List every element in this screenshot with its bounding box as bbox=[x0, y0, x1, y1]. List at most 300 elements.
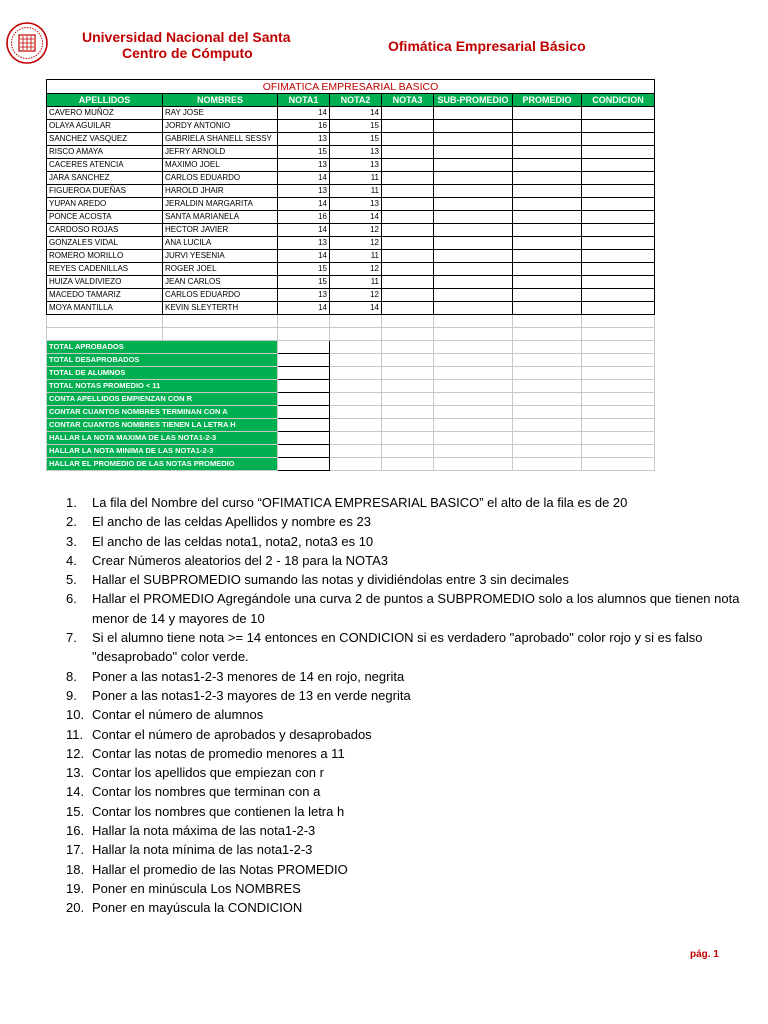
table-cell[interactable] bbox=[513, 419, 582, 432]
table-cell[interactable] bbox=[382, 107, 434, 120]
table-cell[interactable] bbox=[582, 263, 655, 276]
table-cell[interactable] bbox=[382, 237, 434, 250]
table-cell[interactable] bbox=[434, 237, 513, 250]
table-cell[interactable] bbox=[382, 406, 434, 419]
table-row bbox=[47, 133, 655, 146]
table-cell[interactable] bbox=[582, 224, 655, 237]
summary-label: TOTAL DE ALUMNOS bbox=[47, 367, 278, 380]
table-cell[interactable] bbox=[434, 445, 513, 458]
table-cell[interactable] bbox=[434, 341, 513, 354]
instruction-item bbox=[66, 840, 742, 859]
instruction-number: 19. bbox=[66, 880, 85, 896]
table-cell[interactable]: 11 bbox=[330, 185, 382, 198]
table-cell[interactable] bbox=[434, 406, 513, 419]
table-cell[interactable] bbox=[582, 380, 655, 393]
page-number: pág. 1 bbox=[690, 949, 719, 960]
table-cell[interactable] bbox=[382, 393, 434, 406]
table-cell[interactable] bbox=[582, 146, 655, 159]
summary-row bbox=[47, 406, 655, 419]
table-cell[interactable] bbox=[434, 354, 513, 367]
instruction-text: Poner en minúscula Los NOMBRES bbox=[92, 880, 301, 896]
table-row bbox=[47, 146, 655, 159]
summary-label: TOTAL APROBADOS bbox=[47, 341, 278, 354]
table-cell[interactable] bbox=[434, 289, 513, 302]
table-cell[interactable] bbox=[330, 432, 382, 445]
instruction-text: Hallar el PROMEDIO Agregándole una curva 2 de puntos a SUBPROMEDIO solo a los alumnos que tienen nota menor de 14 y mayores de 10 bbox=[92, 591, 740, 626]
table-cell[interactable] bbox=[582, 406, 655, 419]
table-row bbox=[47, 198, 655, 211]
table-cell[interactable]: 15 bbox=[278, 263, 330, 276]
table-cell[interactable] bbox=[582, 237, 655, 250]
table-cell[interactable]: 13 bbox=[278, 237, 330, 250]
instruction-number: 13. bbox=[66, 765, 85, 781]
table-cell[interactable] bbox=[382, 315, 434, 328]
table-cell[interactable] bbox=[382, 419, 434, 432]
table-cell[interactable] bbox=[513, 354, 582, 367]
table-cell[interactable]: JORDY ANTONIO bbox=[163, 120, 278, 133]
table-cell[interactable]: SANTA MARIANELA bbox=[163, 211, 278, 224]
instruction-item bbox=[66, 570, 742, 589]
summary-label: CONTA APELLIDOS EMPIENZAN CON R bbox=[47, 393, 278, 406]
instruction-item bbox=[66, 782, 742, 801]
table-cell[interactable]: ROMERO MORILLO bbox=[47, 250, 163, 263]
table-cell[interactable] bbox=[513, 315, 582, 328]
table-cell[interactable]: GONZALES VIDAL bbox=[47, 237, 163, 250]
sheet-title-row bbox=[47, 80, 655, 94]
table-cell[interactable] bbox=[582, 445, 655, 458]
instruction-text: Contar las notas de promedio menores a 11 bbox=[92, 745, 345, 761]
instruction-item bbox=[66, 667, 742, 686]
table-cell[interactable] bbox=[330, 458, 382, 471]
instruction-item bbox=[66, 686, 742, 705]
table-cell[interactable] bbox=[434, 380, 513, 393]
table-cell[interactable] bbox=[582, 341, 655, 354]
table-cell[interactable] bbox=[582, 302, 655, 315]
table-cell[interactable]: 13 bbox=[278, 185, 330, 198]
table-cell[interactable] bbox=[582, 393, 655, 406]
table-cell[interactable]: MOYA MANTILLA bbox=[47, 302, 163, 315]
instruction-item bbox=[66, 589, 742, 628]
instruction-number: 18. bbox=[66, 861, 85, 877]
table-cell[interactable]: PONCE ACOSTA bbox=[47, 211, 163, 224]
instruction-number: 9. bbox=[66, 687, 77, 703]
table-cell[interactable]: 14 bbox=[330, 211, 382, 224]
table-cell[interactable] bbox=[382, 198, 434, 211]
summary-label: HALLAR LA NOTA MAXIMA DE LAS NOTA1-2-3 bbox=[47, 432, 278, 445]
table-cell[interactable] bbox=[434, 198, 513, 211]
instruction-text: La fila del Nombre del curso “OFIMATICA EMPRESARIAL BASICO” el alto de la fila es de 20 bbox=[92, 495, 628, 510]
table-cell[interactable] bbox=[434, 276, 513, 289]
table-cell[interactable] bbox=[382, 276, 434, 289]
course-title: Ofimática Empresarial Básico bbox=[388, 38, 586, 54]
instruction-number: 17. bbox=[66, 842, 85, 858]
table-cell[interactable] bbox=[330, 445, 382, 458]
table-cell[interactable] bbox=[513, 224, 582, 237]
table-cell[interactable]: 12 bbox=[330, 289, 382, 302]
table-cell[interactable]: MAXIMO JOEL bbox=[163, 159, 278, 172]
table-cell[interactable]: FIGUEROA DUEÑAS bbox=[47, 185, 163, 198]
instruction-text: Hallar el SUBPROMEDIO sumando las notas y dividiéndolas entre 3 sin decimales bbox=[92, 572, 569, 588]
table-cell[interactable]: 13 bbox=[330, 146, 382, 159]
instruction-number: 14. bbox=[66, 784, 85, 800]
summary-label: CONTAR CUANTOS NOMBRES TIENEN LA LETRA H bbox=[47, 419, 278, 432]
table-cell[interactable] bbox=[434, 367, 513, 380]
summary-row bbox=[47, 380, 655, 393]
table-cell[interactable] bbox=[513, 133, 582, 146]
table-cell[interactable] bbox=[434, 172, 513, 185]
instruction-number: 11. bbox=[66, 726, 84, 742]
instruction-item bbox=[66, 763, 742, 782]
table-cell[interactable] bbox=[582, 133, 655, 146]
table-row bbox=[47, 120, 655, 133]
table-cell[interactable]: 14 bbox=[278, 302, 330, 315]
table-row bbox=[47, 107, 655, 120]
table-cell[interactable] bbox=[513, 107, 582, 120]
table-cell[interactable] bbox=[434, 458, 513, 471]
summary-row bbox=[47, 367, 655, 380]
summary-value-cell[interactable] bbox=[278, 367, 330, 380]
table-cell[interactable] bbox=[582, 419, 655, 432]
instruction-number: 12. bbox=[66, 745, 85, 761]
instruction-text: Crear Números aleatorios del 2 - 18 para la NOTA3 bbox=[92, 552, 388, 568]
table-cell[interactable] bbox=[434, 328, 513, 341]
university-name: Universidad Nacional del Santa bbox=[82, 29, 291, 45]
table-cell[interactable] bbox=[582, 172, 655, 185]
table-cell[interactable]: ANA LUCILA bbox=[163, 237, 278, 250]
table-cell[interactable]: JEAN CARLOS bbox=[163, 276, 278, 289]
table-cell[interactable] bbox=[513, 393, 582, 406]
table-cell[interactable]: JERALDIN MARGARITA bbox=[163, 198, 278, 211]
table-cell[interactable] bbox=[330, 393, 382, 406]
table-cell[interactable] bbox=[382, 328, 434, 341]
summary-value-cell[interactable] bbox=[278, 380, 330, 393]
table-cell[interactable] bbox=[330, 419, 382, 432]
table-row bbox=[47, 302, 655, 315]
table-cell[interactable] bbox=[513, 406, 582, 419]
table-cell[interactable]: 14 bbox=[278, 198, 330, 211]
table-cell[interactable]: JARA SANCHEZ bbox=[47, 172, 163, 185]
instruction-number: 5. bbox=[66, 572, 77, 588]
table-cell[interactable] bbox=[330, 380, 382, 393]
table-cell[interactable] bbox=[278, 328, 330, 341]
summary-value-cell[interactable] bbox=[278, 406, 330, 419]
table-cell[interactable]: 14 bbox=[330, 302, 382, 315]
table-cell[interactable] bbox=[513, 445, 582, 458]
table-cell[interactable] bbox=[582, 458, 655, 471]
table-cell[interactable] bbox=[513, 432, 582, 445]
instruction-number: 2. bbox=[66, 514, 77, 530]
table-cell[interactable] bbox=[163, 328, 278, 341]
table-cell[interactable]: 14 bbox=[330, 107, 382, 120]
table-cell[interactable] bbox=[278, 315, 330, 328]
table-cell[interactable] bbox=[513, 198, 582, 211]
instruction-text: Hallar la nota mínima de las nota1-2-3 bbox=[92, 842, 313, 858]
table-cell[interactable] bbox=[330, 328, 382, 341]
table-cell[interactable] bbox=[382, 341, 434, 354]
summary-row bbox=[47, 354, 655, 367]
table-cell[interactable] bbox=[434, 133, 513, 146]
table-cell[interactable] bbox=[582, 120, 655, 133]
table-cell[interactable] bbox=[382, 185, 434, 198]
column-header[interactable]: NOMBRES bbox=[163, 94, 278, 107]
table-cell[interactable] bbox=[513, 159, 582, 172]
table-cell[interactable]: CACERES ATENCIA bbox=[47, 159, 163, 172]
table-cell[interactable]: 15 bbox=[330, 120, 382, 133]
table-cell[interactable] bbox=[513, 341, 582, 354]
instruction-text: Contar los apellidos que empiezan con r bbox=[92, 765, 324, 781]
summary-value-cell[interactable] bbox=[278, 393, 330, 406]
table-cell[interactable] bbox=[382, 432, 434, 445]
table-cell[interactable]: RISCO AMAYA bbox=[47, 146, 163, 159]
table-cell[interactable] bbox=[382, 146, 434, 159]
table-cell[interactable] bbox=[330, 315, 382, 328]
table-cell[interactable] bbox=[434, 185, 513, 198]
table-cell[interactable] bbox=[434, 315, 513, 328]
instruction-text: Contar los nombres que contienen la letra h bbox=[92, 803, 345, 819]
table-cell[interactable] bbox=[382, 445, 434, 458]
table-cell[interactable] bbox=[434, 263, 513, 276]
table-cell[interactable] bbox=[382, 211, 434, 224]
column-header[interactable]: NOTA2 bbox=[330, 94, 382, 107]
table-cell[interactable] bbox=[382, 263, 434, 276]
table-cell[interactable] bbox=[330, 367, 382, 380]
table-cell[interactable] bbox=[513, 263, 582, 276]
table-cell[interactable]: KEVIN SLEYTERTH bbox=[163, 302, 278, 315]
table-cell[interactable] bbox=[582, 107, 655, 120]
instruction-text: El ancho de las celdas nota1, nota2, nota3 es 10 bbox=[92, 533, 374, 549]
instruction-text: Contar el número de aprobados y desaprobados bbox=[92, 726, 372, 742]
table-cell[interactable] bbox=[513, 250, 582, 263]
table-cell[interactable] bbox=[382, 458, 434, 471]
table-cell[interactable] bbox=[582, 289, 655, 302]
column-header[interactable]: NOTA1 bbox=[278, 94, 330, 107]
summary-value-cell[interactable] bbox=[278, 419, 330, 432]
instruction-item bbox=[66, 512, 742, 531]
summary-row bbox=[47, 445, 655, 458]
table-cell[interactable]: 16 bbox=[278, 211, 330, 224]
table-cell[interactable] bbox=[382, 133, 434, 146]
table-cell[interactable] bbox=[434, 120, 513, 133]
table-cell[interactable]: YUPAN AREDO bbox=[47, 198, 163, 211]
table-cell[interactable]: GABRIELA SHANELL SESSY bbox=[163, 133, 278, 146]
table-cell[interactable] bbox=[513, 458, 582, 471]
computing-center-name: Centro de Cómputo bbox=[122, 45, 253, 61]
table-cell[interactable] bbox=[513, 367, 582, 380]
table-row bbox=[47, 263, 655, 276]
table-cell[interactable] bbox=[582, 367, 655, 380]
column-header[interactable]: SUB-PROMEDIO bbox=[434, 94, 513, 107]
instruction-number: 16. bbox=[66, 823, 85, 839]
table-cell[interactable]: 11 bbox=[330, 250, 382, 263]
table-cell[interactable] bbox=[434, 393, 513, 406]
table-cell[interactable]: CARDOSO ROJAS bbox=[47, 224, 163, 237]
table-cell[interactable]: 12 bbox=[330, 237, 382, 250]
summary-value-cell[interactable] bbox=[278, 432, 330, 445]
table-cell[interactable]: 14 bbox=[278, 107, 330, 120]
table-cell[interactable] bbox=[434, 432, 513, 445]
table-cell[interactable] bbox=[513, 146, 582, 159]
table-cell[interactable] bbox=[382, 380, 434, 393]
sheet-title: OFIMATICA EMPRESARIAL BASICO bbox=[47, 80, 655, 94]
instruction-number: 6. bbox=[66, 591, 77, 607]
instruction-number: 20. bbox=[66, 900, 85, 916]
table-cell[interactable]: 11 bbox=[330, 172, 382, 185]
instruction-number: 1. bbox=[66, 495, 77, 510]
table-cell[interactable]: 13 bbox=[278, 159, 330, 172]
table-cell[interactable]: 15 bbox=[278, 146, 330, 159]
column-header[interactable]: APELLIDOS bbox=[47, 94, 163, 107]
table-cell[interactable]: 13 bbox=[330, 159, 382, 172]
table-cell[interactable]: MACEDO TAMARIZ bbox=[47, 289, 163, 302]
table-cell[interactable]: ROGER JOEL bbox=[163, 263, 278, 276]
column-header[interactable]: PROMEDIO bbox=[513, 94, 582, 107]
instruction-text: Poner a las notas1-2-3 menores de 14 en rojo, negrita bbox=[92, 668, 405, 684]
summary-value-cell[interactable] bbox=[278, 354, 330, 367]
table-row bbox=[47, 159, 655, 172]
table-cell[interactable]: HECTOR JAVIER bbox=[163, 224, 278, 237]
table-cell[interactable]: 16 bbox=[278, 120, 330, 133]
table-cell[interactable] bbox=[382, 250, 434, 263]
table-cell[interactable] bbox=[582, 159, 655, 172]
table-row bbox=[47, 289, 655, 302]
table-cell[interactable] bbox=[382, 354, 434, 367]
instruction-text: Contar los nombres que terminan con a bbox=[92, 784, 321, 800]
table-cell[interactable]: CARLOS EDUARDO bbox=[163, 289, 278, 302]
grades-spreadsheet bbox=[46, 79, 655, 471]
table-cell[interactable] bbox=[582, 250, 655, 263]
instruction-item bbox=[66, 725, 742, 744]
table-cell[interactable] bbox=[513, 120, 582, 133]
instruction-number: 15. bbox=[66, 803, 85, 819]
table-row bbox=[47, 237, 655, 250]
table-cell[interactable] bbox=[434, 211, 513, 224]
table-row bbox=[47, 172, 655, 185]
instruction-item bbox=[66, 821, 742, 840]
table-cell[interactable] bbox=[582, 328, 655, 341]
table-cell[interactable] bbox=[513, 172, 582, 185]
instruction-item bbox=[66, 493, 742, 512]
instruction-item bbox=[66, 744, 742, 763]
table-cell[interactable]: 13 bbox=[278, 133, 330, 146]
instruction-text: Poner a las notas1-2-3 mayores de 13 en verde negrita bbox=[92, 687, 411, 703]
table-cell[interactable] bbox=[582, 432, 655, 445]
instruction-text: Poner en mayúscula la CONDICION bbox=[92, 900, 303, 916]
table-cell[interactable] bbox=[434, 107, 513, 120]
table-cell[interactable] bbox=[382, 289, 434, 302]
table-cell[interactable] bbox=[582, 198, 655, 211]
table-cell[interactable] bbox=[330, 354, 382, 367]
table-cell[interactable]: 14 bbox=[278, 250, 330, 263]
table-cell[interactable] bbox=[434, 159, 513, 172]
table-cell[interactable]: 14 bbox=[278, 224, 330, 237]
table-cell[interactable] bbox=[513, 276, 582, 289]
table-cell[interactable]: 11 bbox=[330, 276, 382, 289]
instruction-number: 3. bbox=[66, 533, 77, 549]
instruction-number: 4. bbox=[66, 552, 77, 568]
summary-value-cell[interactable] bbox=[278, 458, 330, 471]
summary-value-cell[interactable] bbox=[278, 445, 330, 458]
table-cell[interactable] bbox=[513, 380, 582, 393]
table-cell[interactable] bbox=[434, 250, 513, 263]
table-cell[interactable] bbox=[163, 315, 278, 328]
table-cell[interactable]: 15 bbox=[278, 276, 330, 289]
table-cell[interactable]: REYES CADENILLAS bbox=[47, 263, 163, 276]
table-cell[interactable] bbox=[47, 315, 163, 328]
table-cell[interactable] bbox=[513, 289, 582, 302]
table-cell[interactable] bbox=[434, 224, 513, 237]
table-cell[interactable]: JURVI YESENIA bbox=[163, 250, 278, 263]
instruction-text: Si el alumno tiene nota >= 14 entonces en CONDICION si es verdadero "aprobado" color rojo y si es falso "desaprobado" color verde. bbox=[92, 630, 703, 665]
table-cell[interactable]: 14 bbox=[278, 172, 330, 185]
table-cell[interactable]: CARLOS EDUARDO bbox=[163, 172, 278, 185]
table-cell[interactable] bbox=[47, 328, 163, 341]
table-cell[interactable] bbox=[382, 302, 434, 315]
table-cell[interactable] bbox=[382, 367, 434, 380]
table-row bbox=[47, 276, 655, 289]
table-cell[interactable] bbox=[513, 302, 582, 315]
table-cell[interactable] bbox=[382, 224, 434, 237]
summary-label: HALLAR EL PROMEDIO DE LAS NOTAS PROMEDIO bbox=[47, 458, 278, 471]
instructions-list bbox=[66, 493, 742, 918]
instruction-number: 7. bbox=[66, 630, 77, 646]
summary-label: CONTAR CUANTOS NOMBRES TERMINAN CON A bbox=[47, 406, 278, 419]
table-row bbox=[47, 250, 655, 263]
table-cell[interactable]: CAVERO MUÑOZ bbox=[47, 107, 163, 120]
table-cell[interactable] bbox=[582, 211, 655, 224]
table-cell[interactable] bbox=[582, 315, 655, 328]
table-row bbox=[47, 185, 655, 198]
summary-row bbox=[47, 419, 655, 432]
table-cell[interactable] bbox=[513, 237, 582, 250]
summary-row bbox=[47, 393, 655, 406]
summary-value-cell[interactable] bbox=[278, 341, 330, 354]
table-cell[interactable] bbox=[582, 354, 655, 367]
table-cell[interactable] bbox=[382, 172, 434, 185]
table-cell[interactable] bbox=[330, 406, 382, 419]
table-cell[interactable] bbox=[382, 159, 434, 172]
empty-row bbox=[47, 315, 655, 328]
column-header[interactable]: NOTA3 bbox=[382, 94, 434, 107]
table-cell[interactable]: HAROLD JHAIR bbox=[163, 185, 278, 198]
instruction-item bbox=[66, 802, 742, 821]
column-header[interactable]: CONDICION bbox=[582, 94, 655, 107]
table-cell[interactable] bbox=[434, 302, 513, 315]
table-cell[interactable]: SANCHEZ VASQUEZ bbox=[47, 133, 163, 146]
table-cell[interactable] bbox=[434, 146, 513, 159]
table-cell[interactable]: HUIZA VALDIVIEZO bbox=[47, 276, 163, 289]
table-cell[interactable] bbox=[582, 276, 655, 289]
instruction-item bbox=[66, 551, 742, 570]
table-row bbox=[47, 224, 655, 237]
table-cell[interactable] bbox=[513, 328, 582, 341]
table-cell[interactable]: JEFRY ARNOLD bbox=[163, 146, 278, 159]
table-cell[interactable] bbox=[582, 185, 655, 198]
instruction-item bbox=[66, 628, 742, 667]
table-cell[interactable]: 12 bbox=[330, 224, 382, 237]
table-cell[interactable] bbox=[513, 211, 582, 224]
table-cell[interactable] bbox=[382, 120, 434, 133]
table-cell[interactable]: 15 bbox=[330, 133, 382, 146]
table-cell[interactable] bbox=[513, 185, 582, 198]
table-cell[interactable] bbox=[434, 419, 513, 432]
table-cell[interactable] bbox=[330, 341, 382, 354]
table-cell[interactable]: 13 bbox=[330, 198, 382, 211]
instruction-number: 10. bbox=[66, 707, 85, 723]
table-cell[interactable]: OLAYA AGUILAR bbox=[47, 120, 163, 133]
table-cell[interactable]: 13 bbox=[278, 289, 330, 302]
table-cell[interactable]: 12 bbox=[330, 263, 382, 276]
table-cell[interactable]: RAY JOSE bbox=[163, 107, 278, 120]
